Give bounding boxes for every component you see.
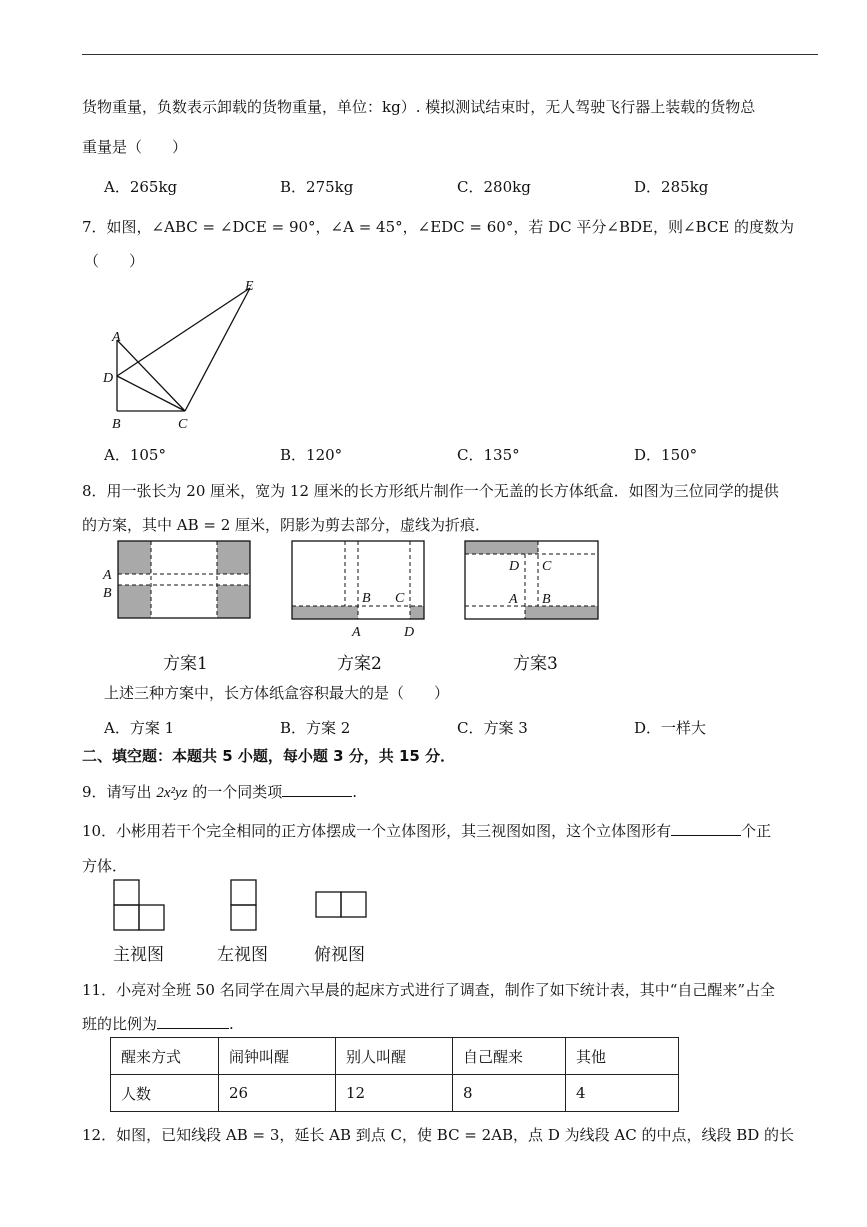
top-view-figure bbox=[315, 891, 371, 921]
label-a: A bbox=[112, 330, 121, 345]
table-cell: 其他 bbox=[566, 1038, 679, 1075]
q8-option-b: B．方案 2 bbox=[280, 719, 351, 737]
table-cell: 闹钟叫醒 bbox=[219, 1038, 336, 1075]
plan1-label-a: A bbox=[103, 568, 112, 583]
table-cell: 4 bbox=[566, 1075, 679, 1112]
plan2-label-a: A bbox=[352, 625, 361, 640]
caption-plan3: 方案3 bbox=[513, 654, 558, 674]
section2-title: 二、填空题：本题共 5 小题，每小题 3 分，共 15 分． bbox=[82, 747, 456, 765]
q11-line2 bbox=[82, 1013, 234, 1034]
q11-line2-prefix: 班的比例为 bbox=[82, 1015, 158, 1033]
table-cell: 12 bbox=[336, 1075, 453, 1112]
table-cell: 8 bbox=[453, 1075, 566, 1112]
plan2-figure bbox=[290, 538, 440, 643]
q6-line2: 重量是（ ） bbox=[82, 138, 188, 156]
q6-option-c: C．280kg bbox=[457, 178, 531, 196]
plan2-label-c: C bbox=[395, 591, 405, 606]
caption-plan1: 方案1 bbox=[163, 654, 208, 674]
table-cell: 醒来方式 bbox=[111, 1038, 219, 1075]
plan3-label-b: B bbox=[542, 592, 551, 607]
q7-line2: （ ） bbox=[84, 252, 145, 270]
table-row bbox=[111, 1075, 679, 1112]
plan2-label-d: D bbox=[404, 625, 415, 640]
table-cell: 自己醒来 bbox=[453, 1038, 566, 1075]
plan1-label-b: B bbox=[103, 586, 112, 601]
q7-option-d: D．150° bbox=[634, 446, 698, 464]
q7-line1: 7．如图，∠ABC = ∠DCE = 90°，∠A = 45°，∠EDC = 60°，若 DC 平分∠BDE，则∠BCE 的度数为 bbox=[82, 218, 795, 236]
q9-prefix: 9．请写出 bbox=[82, 783, 152, 801]
wakeup-stat-table bbox=[110, 1037, 679, 1112]
q6-line1: 货物重量，负数表示卸载的货物重量，单位：kg）. 模拟测试结束时，无人驾驶飞行器上装载的货物总 bbox=[82, 98, 756, 116]
q9-expr: 2x²yz bbox=[156, 785, 188, 801]
plan3-label-a: A bbox=[509, 592, 518, 607]
label-b: B bbox=[112, 417, 121, 432]
q9-line bbox=[82, 781, 357, 802]
table-cell: 别人叫醒 bbox=[336, 1038, 453, 1075]
left-view-figure bbox=[230, 879, 260, 935]
plan3-label-c: C bbox=[542, 559, 552, 574]
q8-option-c: C．方案 3 bbox=[457, 719, 528, 737]
plan3-figure bbox=[463, 538, 608, 628]
caption-plan2: 方案2 bbox=[337, 654, 382, 674]
q11-line2-end: . bbox=[229, 1015, 234, 1033]
caption-front-view: 主视图 bbox=[113, 945, 164, 965]
q7-option-c: C．135° bbox=[457, 446, 520, 464]
q10-line1-end: 个正 bbox=[741, 822, 772, 840]
q8-line1: 8．用一张长为 20 厘米，宽为 12 厘米的长方形纸片制作一个无盖的长方体纸盒．如图为三位同学的提供 bbox=[82, 482, 779, 500]
q8-option-d: D．一样大 bbox=[634, 719, 707, 737]
q8-line2: 的方案，其中 AB = 2 厘米，阴影为剪去部分，虚线为折痕． bbox=[82, 516, 491, 534]
q7-triangle-figure bbox=[95, 278, 265, 433]
label-e: E bbox=[245, 279, 254, 294]
caption-top-view: 俯视图 bbox=[314, 945, 365, 965]
label-d: D bbox=[103, 371, 114, 386]
plan2-label-b: B bbox=[362, 591, 371, 606]
q8-option-a: A．方案 1 bbox=[104, 719, 175, 737]
table-header-row bbox=[111, 1038, 679, 1075]
q7-option-b: B．120° bbox=[280, 446, 343, 464]
q6-option-b: B．275kg bbox=[280, 178, 354, 196]
header-rule bbox=[82, 54, 818, 55]
q12-line1: 12．如图，已知线段 AB = 3，延长 AB 到点 C，使 BC = 2AB，点 D 为线段 AC 的中点，线段 BD 的长 bbox=[82, 1126, 795, 1144]
q9-answer-blank[interactable] bbox=[282, 782, 352, 797]
front-view-figure bbox=[113, 879, 169, 935]
q6-option-a: A．265kg bbox=[104, 178, 178, 196]
q9-end: . bbox=[352, 783, 358, 801]
q11-line1: 11．小亮对全班 50 名同学在周六早晨的起床方式进行了调查，制作了如下统计表，其中“自己醒来”占全 bbox=[82, 981, 776, 999]
caption-left-view: 左视图 bbox=[217, 945, 268, 965]
q6-option-d: D．285kg bbox=[634, 178, 709, 196]
q8-question: 上述三种方案中，长方体纸盒容积最大的是（ ） bbox=[104, 684, 450, 702]
q9-suffix: 的一个同类项 bbox=[192, 783, 283, 801]
plan3-label-d: D bbox=[509, 559, 520, 574]
q10-line1 bbox=[82, 820, 771, 841]
q10-answer-blank[interactable] bbox=[671, 821, 741, 836]
table-cell: 26 bbox=[219, 1075, 336, 1112]
q11-answer-blank[interactable] bbox=[157, 1014, 229, 1029]
plan1-figure bbox=[98, 538, 258, 638]
q10-line1-text: 10．小彬用若干个完全相同的正方体摆成一个立体图形，其三视图如图，这个立体图形有 bbox=[82, 822, 672, 840]
q10-line2: 方体． bbox=[82, 857, 128, 875]
q7-option-a: A．105° bbox=[104, 446, 166, 464]
label-c: C bbox=[178, 417, 188, 432]
table-cell: 人数 bbox=[111, 1075, 219, 1112]
